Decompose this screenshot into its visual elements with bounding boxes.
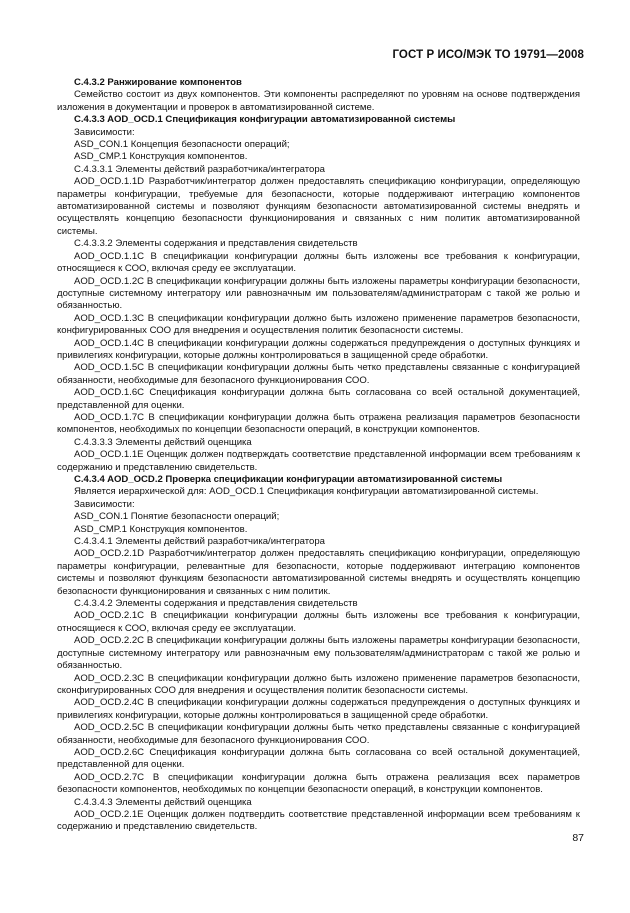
paragraph: AOD_OCD.1.5C В спецификации конфигурации должны быть четко представлены связанные с конфигурацией обязанности, необходимые для безопасного функционирования СОО.	[57, 362, 580, 386]
paragraph: AOD_OCD.2.6C Спецификация конфигурации должна быть согласована со всей остальной документацией, представленной для оценки.	[57, 746, 580, 771]
paragraph: AOD_OCD.1.1E Оценщик должен подтверждать соответствие представленной информации всем требованиям к содержанию и представлению свидетельств.	[57, 449, 580, 473]
paragraph: C.4.3.3.3 Элементы действий оценщика	[74, 436, 252, 448]
section-heading: C.4.3.3 AOD_OCD.1 Спецификация конфигурации автоматизированной системы	[74, 114, 456, 126]
paragraph: AOD_OCD.2.7C В спецификации конфигурации должна быть отражена реализация всех параметров безопасности компонентов, необходимых по концепции безопасности операций, в конструкции компонентов.	[57, 771, 580, 796]
paragraph: AOD_OCD.2.1E Оценщик должен подтвердить соответствие представленной информации всем требованиям к содержанию и представлению свидетельств.	[57, 808, 580, 833]
paragraph: C.4.3.3.1 Элементы действий разработчика/интегратора	[74, 163, 325, 175]
paragraph: ASD_CMP.1 Конструкция компонентов.	[74, 523, 248, 535]
paragraph: AOD_OCD.1.3C В спецификации конфигурации должно быть изложено применение параметров безопасности, конфигурированных СОО для внедрения и осуществления политик безопасности системы.	[57, 312, 580, 337]
paragraph: C.4.3.4.2 Элементы содержания и представления свидетельств	[74, 598, 358, 610]
section-heading: C.4.3.2 Ранжирование компонентов	[74, 77, 242, 88]
paragraph: AOD_OCD.2.1D Разработчик/интегратор должен предоставлять спецификацию конфигурации, определяющую параметры конфигурации, релевантные для безопасности, которые поддерживают интеграцию компонентов системы и позволяют функциям безопасности автоматизированной системы внедрять и осуществлять концепцию безопасности функционирования и связанных с ним политик.	[57, 548, 580, 597]
paragraph: ASD_CON.1 Концепция безопасности операций;	[74, 139, 290, 151]
paragraph: Является иерархической для: AOD_OCD.1 Спецификация конфигурации автоматизированной системы.	[74, 486, 539, 498]
paragraph: ASD_CON.1 Понятие безопасности операций;	[74, 511, 280, 523]
paragraph: C.4.3.4.1 Элементы действий разработчика/интегратора	[74, 536, 325, 548]
paragraph: AOD_OCD.2.1C В спецификации конфигурации должны быть изложены все требования к конфигурации, относящиеся к СОО, включая среду ее эксплуатации.	[57, 610, 580, 634]
body-text	[57, 77, 580, 834]
paragraph: AOD_OCD.2.3C В спецификации конфигурации должно быть изложено применение параметров безопасности, сконфигурированных СОО для внедрения и осуществления политик безопасности системы.	[57, 672, 580, 696]
paragraph: C.4.3.3.2 Элементы содержания и представления свидетельств	[74, 238, 358, 250]
paragraph: AOD_OCD.1.1D Разработчик/интегратор должен предоставлять спецификацию конфигурации, определяющую параметры конфигурации, требуемые для безопасности, которые поддерживают интеграцию компонентов автоматизированной системы и позволяют функциям безопасности автоматизированной системы внедрять и осуществлять концепцию безопасности функционирования и связанных с ним политик автоматизированной системы.	[57, 176, 580, 237]
paragraph: Семейство состоит из двух компонентов. Эти компоненты распределяют по уровням на основе подтверждения изложения в документации и проверок в автоматизированной системе.	[57, 89, 580, 113]
paragraph: AOD_OCD.2.4C В спецификации конфигурации должны содержаться предупреждения о доступных функциях и привилегиях конфигурации, которые должны контролироваться в защищенной среде обработки.	[57, 697, 580, 721]
paragraph: AOD_OCD.1.1C В спецификации конфигурации должны быть изложены все требования к конфигурации, относящиеся к СОО, включая среду ее эксплуатации.	[57, 250, 580, 275]
paragraph: C.4.3.4.3 Элементы действий оценщика	[74, 796, 252, 808]
page-number: 87	[572, 832, 584, 844]
paragraph: AOD_OCD.2.5C В спецификации конфигурации должны быть четко представлены связанные с конфигурацией обязанности, необходимые для безопасного функционирования СОО.	[57, 722, 580, 746]
paragraph: AOD_OCD.1.6C Спецификация конфигурации должна быть согласована со всей остальной документацией, представленной для оценки.	[57, 387, 580, 411]
paragraph: AOD_OCD.1.2C В спецификации конфигурации должны быть изложены параметры конфигурации безопасности, доступные системному интегратору или равнозначным им пользователям/администраторам с такой же ролью и обязанностью.	[57, 275, 580, 312]
standard-header: ГОСТ Р ИСО/МЭК ТО 19791—2008	[392, 49, 584, 61]
section-heading: C.4.3.4 AOD_OCD.2 Проверка спецификации конфигурации автоматизированной системы	[74, 474, 503, 485]
paragraph: AOD_OCD.2.2C В спецификации конфигурации должны быть изложены параметры конфигурации безопасности, доступные системному интегратору или равнозначным ему пользователям/администраторам с такой же ролью и обязанностью.	[57, 635, 580, 672]
paragraph: AOD_OCD.1.7C В спецификации конфигурации должна быть отражена реализация параметров безопасности компонентов, необходимых по концепции безопасности операций, в конструкции компонентов.	[57, 411, 580, 436]
paragraph: AOD_OCD.1.4C В спецификации конфигурации должны содержаться предупреждения о доступных функциях и привилегиях конфигурации, которые должны контролироваться в защищенной среде обработки.	[57, 337, 580, 361]
paragraph: Зависимости:	[74, 126, 135, 138]
paragraph: ASD_CMP.1 Конструкция компонентов.	[74, 151, 248, 163]
paragraph: Зависимости:	[74, 498, 135, 510]
